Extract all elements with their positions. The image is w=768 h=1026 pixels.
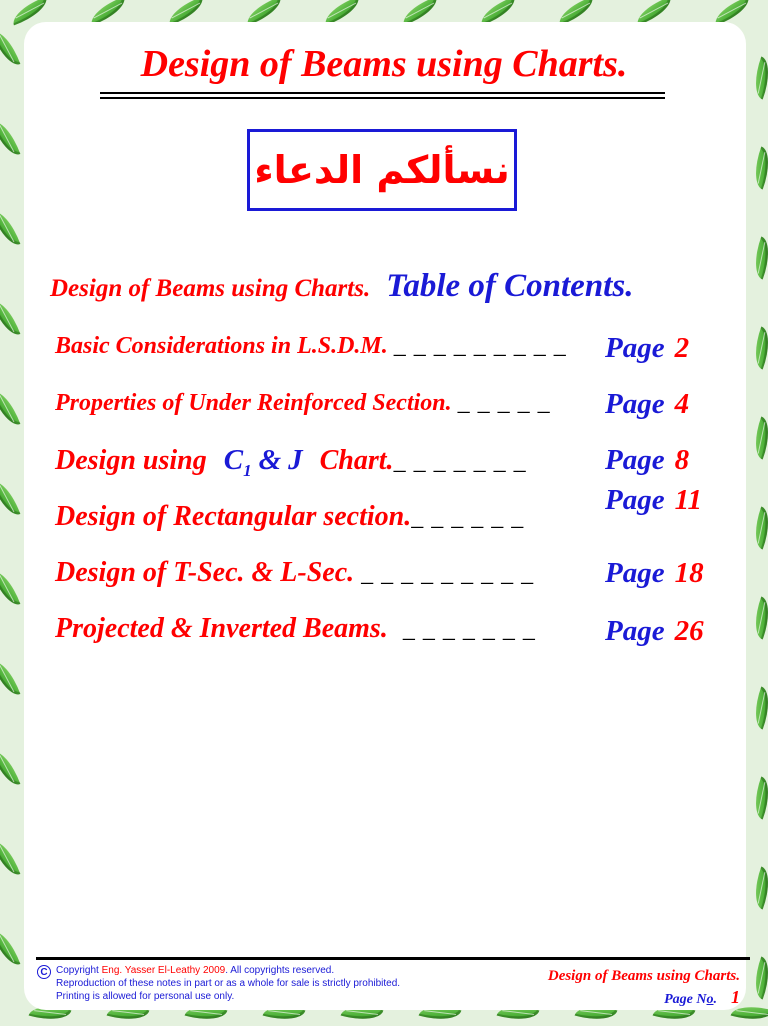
leaf-decoration (0, 116, 20, 159)
copyright-owner: Eng. Yasser El-Leathy 2009 (101, 965, 226, 976)
leaf-decoration (0, 476, 20, 519)
footer-page-label-o: o (706, 992, 714, 1007)
toc-entry-label: Projected & Inverted Beams. (55, 613, 388, 644)
toc-entry-dashes: _ _ _ _ _ _ _ _ _ (361, 561, 535, 587)
toc-page-word: Page (605, 444, 665, 476)
copyright-suffix: . All copyrights reserved. (225, 965, 335, 976)
toc-entry-t-sec-l-sec[interactable] (55, 557, 534, 589)
symbol-c: C (223, 444, 244, 476)
toc-entry-page-t-sec-l-sec[interactable] (605, 557, 704, 590)
toc-entry-label: Basic Considerations in L.S.D.M. (55, 333, 388, 359)
leaf-decoration (748, 326, 768, 369)
toc-entry-page-under-reinforced[interactable] (605, 388, 689, 421)
toc-page-number: 2 (674, 332, 690, 364)
toc-entry-basic-considerations[interactable] (55, 333, 567, 360)
leaf-decoration (748, 416, 768, 459)
arabic-prayer-text: نسألكم الدعاء (254, 148, 510, 192)
toc-entry-page-c1-j-chart[interactable] (605, 444, 689, 477)
leaf-decoration (0, 836, 20, 879)
toc-entry-dashes: _ _ _ _ _ _ _ (393, 449, 527, 475)
toc-entry-rectangular-section[interactable] (55, 501, 524, 533)
leaf-decoration (0, 746, 20, 789)
leaf-decoration (748, 236, 768, 279)
leaf-decoration (0, 566, 20, 609)
toc-entry-dashes: _ _ _ _ _ (457, 390, 551, 416)
leaf-decoration (748, 506, 768, 549)
leaf-decoration (748, 866, 768, 909)
leaf-decoration (748, 596, 768, 639)
copyright-prefix: Copyright (56, 965, 99, 976)
toc-page-number: 4 (674, 388, 690, 420)
footer-page-label-dot: . (713, 992, 717, 1007)
leaf-decoration (748, 686, 768, 729)
toc-page-number: 8 (674, 444, 690, 476)
toc-heading-sub: Design of Beams using Charts. (50, 275, 371, 302)
leaf-decoration (0, 386, 20, 429)
toc-entry-page-rectangular-section[interactable] (605, 484, 702, 517)
footer-page-number-line (548, 987, 740, 1010)
toc-page-word: Page (605, 332, 665, 364)
toc-entry-dashes: _ _ _ _ _ _ _ (402, 617, 536, 643)
toc-page-word: Page (605, 615, 665, 647)
toc-entry-label-post: Chart. (319, 445, 394, 476)
toc-entry-page-projected-inverted[interactable] (605, 615, 704, 648)
toc-entry-label: Properties of Under Reinforced Section. (55, 390, 452, 416)
toc-page-number: 11 (674, 484, 702, 516)
copyright-line-2: Reproduction of these notes in part or as a whole for sale is strictly prohibited. (56, 978, 401, 989)
footer-document-title: Design of Beams using Charts. (547, 968, 740, 984)
symbol-j: J (288, 444, 303, 476)
toc-entry-dashes: _ _ _ _ _ _ (411, 505, 525, 531)
toc-entry-c1-j-chart[interactable] (55, 444, 527, 481)
toc-entry-page-basic-considerations[interactable] (605, 332, 689, 365)
copyright-notice (40, 964, 496, 1003)
title-rule-top (100, 92, 665, 94)
toc-page-word: Page (605, 484, 665, 516)
copyright-icon: C (37, 965, 51, 979)
document-title: Design of Beams using Charts. (140, 43, 628, 85)
toc-entry-under-reinforced[interactable] (55, 390, 551, 417)
toc-heading (50, 268, 633, 305)
arabic-prayer-box (247, 129, 517, 211)
leaf-decoration (0, 656, 20, 699)
footer-page-label: Page N (664, 992, 707, 1007)
title-rule-bottom (100, 97, 665, 99)
toc-entry-label: Design of Rectangular section. (55, 501, 412, 532)
leaf-decoration (0, 926, 20, 969)
leaf-decoration (748, 956, 768, 999)
symbol-c1 (223, 444, 252, 480)
symbol-c-subscript: 1 (243, 460, 252, 480)
toc-page-number: 26 (674, 615, 704, 647)
leaf-decoration (748, 776, 768, 819)
toc-entry-label: Design of T-Sec. & L-Sec. (55, 557, 355, 588)
leaf-decoration (0, 296, 20, 339)
copyright-line-3: Printing is allowed for personal use only. (56, 991, 235, 1002)
footer-page-info (548, 966, 740, 1010)
footer-page-number: 1 (731, 987, 740, 1007)
toc-page-word: Page (605, 557, 665, 589)
leaf-decoration (0, 206, 20, 249)
symbol-ampersand: & (258, 444, 282, 476)
footer-rule (36, 957, 750, 960)
leaf-decoration (748, 146, 768, 189)
toc-entry-dashes: _ _ _ _ _ _ _ _ _ (393, 333, 567, 359)
toc-page-number: 18 (674, 557, 704, 589)
toc-heading-main: Table of Contents. (386, 268, 634, 304)
toc-entry-projected-inverted[interactable] (55, 613, 536, 645)
toc-page-word: Page (605, 388, 665, 420)
copyright-line-1 (56, 964, 496, 977)
toc-entry-label-pre: Design using (55, 445, 207, 476)
